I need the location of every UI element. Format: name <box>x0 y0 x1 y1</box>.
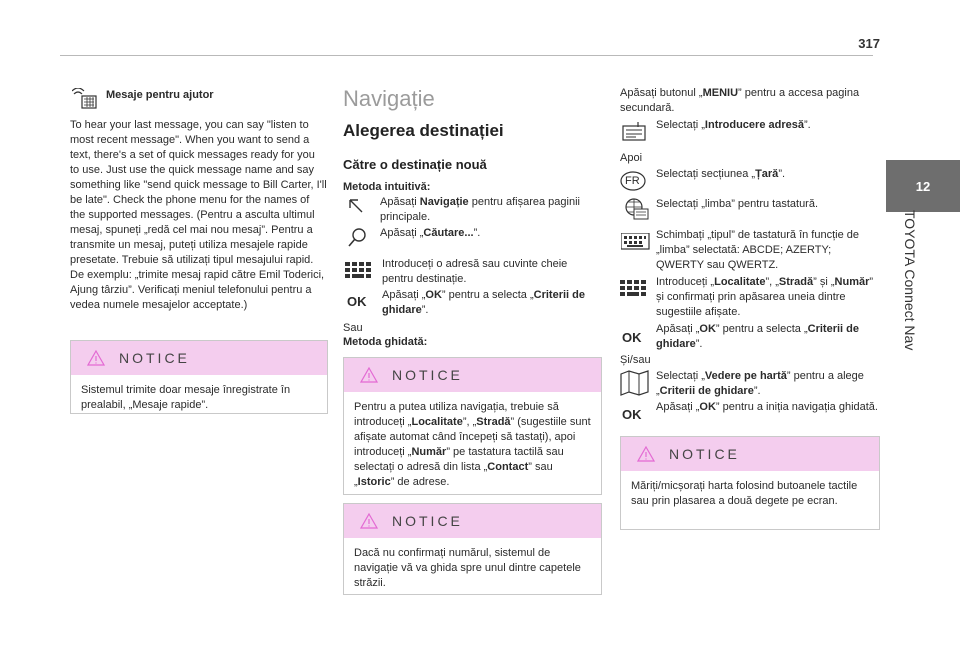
step-ok-criteria: Apăsați „OK” pentru a selecta „Criterii de ghidare”. <box>656 323 859 350</box>
step-start-navigation: Apăsați „OK” pentru a iniția navigația ghidată. <box>656 401 878 413</box>
keyboard-type-icon <box>621 233 651 251</box>
header-rule <box>60 55 873 56</box>
fr-label: FR <box>625 175 640 187</box>
step-enter-locality: Introduceți „Localitate”, „Stradă” și „Număr” și confirmați prin apăsarea uneia dintre sugestiile afișate. <box>656 276 874 318</box>
notice-text: Sistemul trimite doar mesaje înregistrate în prealabil, „Mesaje rapide”. <box>81 384 291 411</box>
step-map-view: Selectați „Vedere pe hartă” pentru a alege „Criterii de ghidare”. <box>656 370 864 397</box>
method-intuitive: Metoda intuitivă: <box>343 181 431 193</box>
notice-title: NOTICE <box>119 350 190 366</box>
language-globe-icon <box>622 197 650 221</box>
method-guided: Metoda ghidată: <box>343 336 428 348</box>
chapter-title: TOYOTA Connect Nav <box>902 210 918 351</box>
ok-icon: OK <box>622 407 642 422</box>
step-ok: Apăsați „OK” pentru a selecta „Criterii de ghidare”. <box>382 289 585 316</box>
step-search: Apăsați „Căutare...”. <box>380 227 481 239</box>
warning-icon <box>637 446 655 462</box>
step-country: Selectați secțiunea „Țară”. <box>656 168 786 180</box>
step-enter-address: Introduceți o adresă sau cuvinte cheie pentru destinație. <box>382 258 568 285</box>
notice-title: NOTICE <box>392 367 463 383</box>
notice-title: NOTICE <box>669 446 740 462</box>
keyboard-icon <box>620 280 648 298</box>
voice-keyboard-icon <box>72 88 98 110</box>
notice-text: Dacă nu confirmați numărul, sistemul de navigație vă va ghida spre unul dintre capetele străzii. <box>354 547 581 589</box>
ok-icon: OK <box>622 330 642 345</box>
search-icon <box>347 226 369 248</box>
notice-box-zoom <box>620 436 880 530</box>
notice-box-navigation <box>343 357 602 495</box>
or-label: Sau <box>343 322 363 334</box>
address-entry-icon <box>622 122 648 144</box>
warning-icon <box>360 513 378 529</box>
then-label: Apoi <box>620 152 643 164</box>
step-keyboard-type: Schimbați „tipul” de tastatură în funcție de „limba” selectată: ABCDE; AZERTY; QWERTY sau QWERTZ. <box>656 229 859 271</box>
step-navigation: Apăsați Navigație pentru afișarea paginii principale. <box>380 196 580 223</box>
warning-icon <box>87 350 105 366</box>
chapter-tab[interactable]: 12 <box>886 160 960 212</box>
keyboard-icon <box>345 262 373 280</box>
map-icon <box>620 370 650 396</box>
ok-icon: OK <box>347 294 367 309</box>
navigation-arrow-icon <box>348 197 368 215</box>
notice-text: Măriți/micșorați harta folosind butoanele tactile sau prin plasarea a două degete pe ecran. <box>631 480 858 507</box>
notice-box <box>70 340 328 414</box>
notice-box-number <box>343 503 602 595</box>
section-title: Navigație <box>343 86 435 111</box>
or-label: Și/sau <box>620 354 651 366</box>
step-enter-address: Selectați „Introducere adresă”. <box>656 119 811 131</box>
notice-text: Pentru a putea utiliza navigația, trebuie să introduceți „Localitate”, „Stradă” (sugestiile sunt afișate automat când începeți să tastați), apoi introduceți „Număr” pe tastatura tactilă sau selectați o adresă din lista „Contact” sau „Istoric” de adrese. <box>354 401 591 488</box>
warning-icon <box>360 367 378 383</box>
col1-heading: Mesaje pentru ajutor <box>106 89 214 101</box>
page-number: 317 <box>858 36 880 51</box>
step-language: Selectați „limba” pentru tastatură. <box>656 198 819 210</box>
intro-menu: Apăsați butonul „MENIU” pentru a accesa pagina secundară. <box>620 87 860 114</box>
col1-body: To hear your last message, you can say "listen to most recent message". When you want to send a text, there's a set of quick messages ready for you to use. Just use the quick message name and say something like "send quick message to Bill Carter, I'll be late". Check the phone menu for the names of the supported messages. (Pentru a asculta ultimul mesaj, spuneți „redă cel mai nou mesaj”. Pentru a transmite un mesaj, puteți utiliza mesajele rapide presetate. Trebuie să utilizați tipul mesajului rapid. De exemplu: „trimite mesaj rapid către Emil Toderici, Ajung târziu”. Verificați meniul telefonului pentru a vedea numele mesajelor acceptate.) <box>70 119 327 311</box>
section-subtitle: Alegerea destinației <box>343 121 504 140</box>
notice-title: NOTICE <box>392 513 463 529</box>
section-heading: Către o destinație nouă <box>343 157 487 172</box>
